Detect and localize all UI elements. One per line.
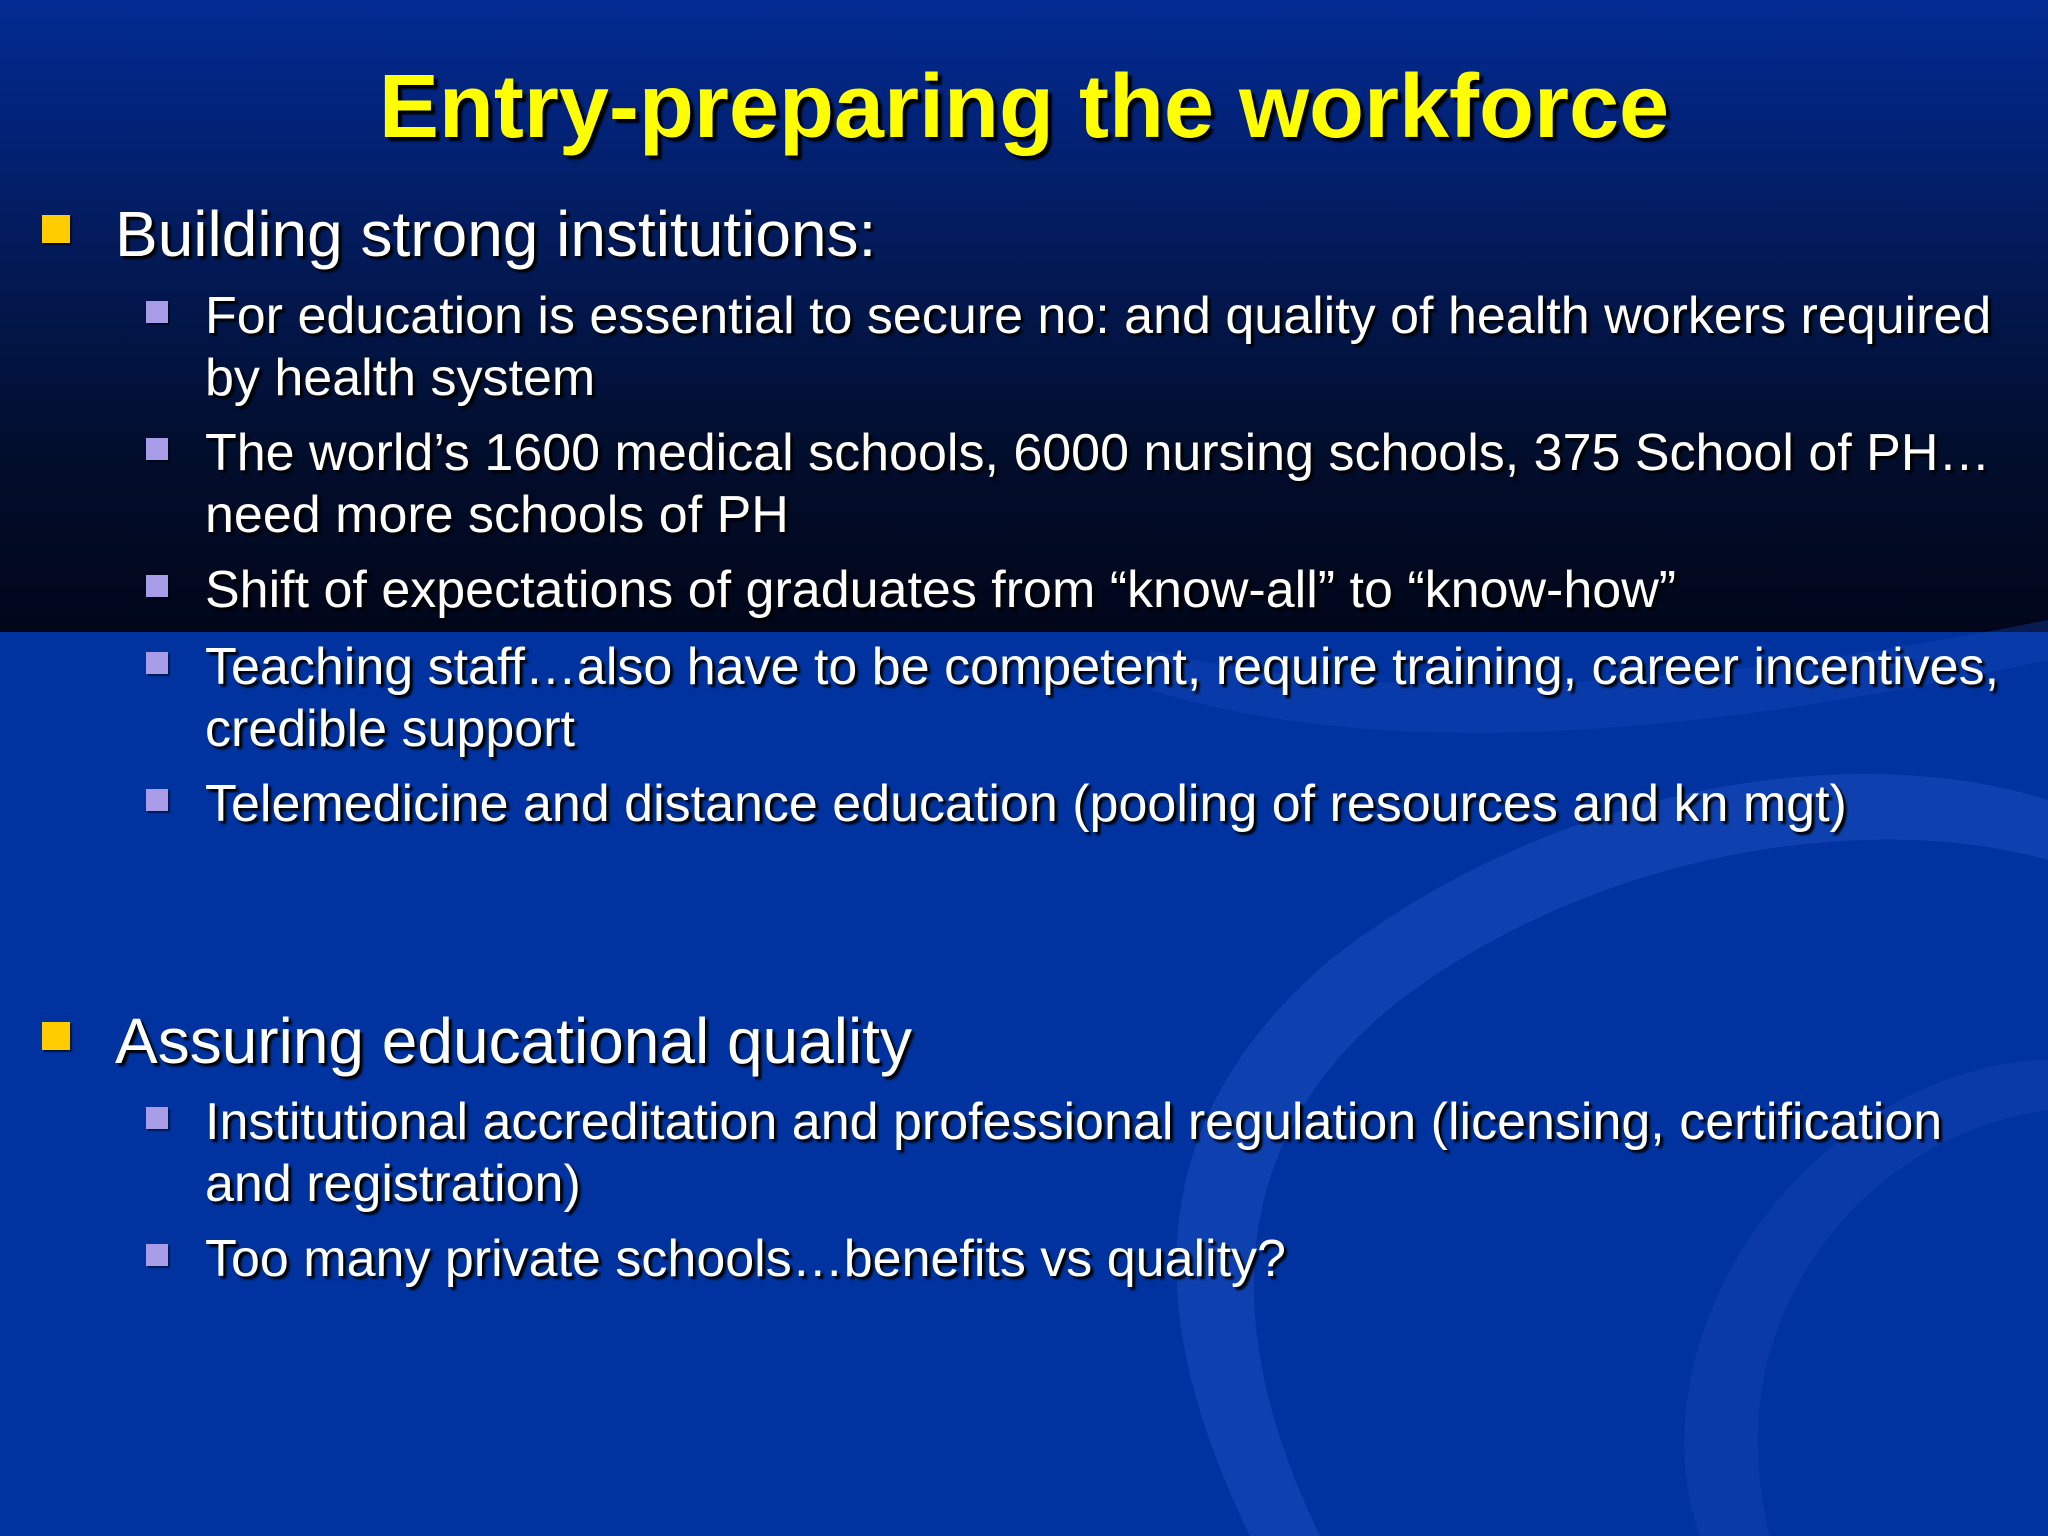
list-item: For education is essential to secure no: and quality of health workers required by health system (205, 287, 1992, 407)
sub-bullet-square-icon (146, 1244, 168, 1266)
list-item: Too many private schools…benefits vs quality? (205, 1230, 1286, 1288)
list-item: The world’s 1600 medical schools, 6000 nursing schools, 375 School of PH…need more schools of PH (205, 424, 1991, 544)
sub-bullet-square-icon (146, 1107, 168, 1129)
list-item: Teaching staff…also have to be competent, require training, career incentives, credible support (205, 638, 2000, 758)
list-item: Telemedicine and distance education (pooling of resources and kn mgt) (205, 775, 1847, 833)
sub-bullet-square-icon (146, 301, 168, 323)
section-heading: Building strong institutions: (115, 198, 877, 270)
sub-bullet-square-icon (146, 789, 168, 811)
sub-bullet-square-icon (146, 438, 168, 460)
section-heading: Assuring educational quality (115, 1005, 912, 1077)
sub-bullet-square-icon (146, 575, 168, 597)
sub-bullet-square-icon (146, 652, 168, 674)
slide-title: Entry-preparing the workforce (378, 57, 1670, 157)
list-item: Institutional accreditation and professional regulation (licensing, certification and registration) (205, 1093, 1943, 1213)
bullet-square-icon (42, 215, 70, 243)
list-item: Shift of expectations of graduates from “know-all” to “know-how” (205, 561, 1677, 619)
bullet-square-icon (42, 1022, 70, 1050)
